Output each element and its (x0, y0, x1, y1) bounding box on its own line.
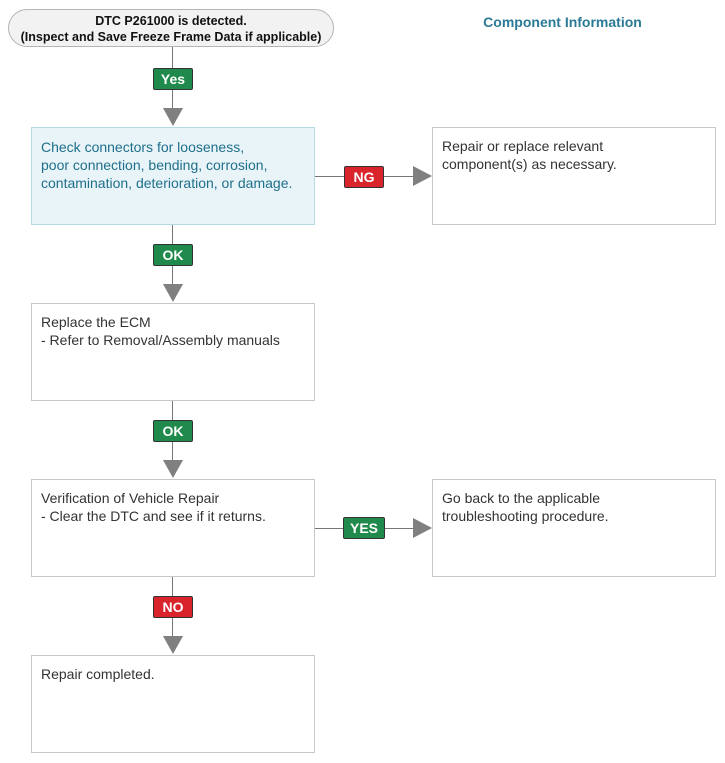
step-repair-component: Repair or replace relevant component(s) as necessary. (432, 127, 716, 225)
arrow-down-icon (163, 460, 183, 478)
arrow-right-icon (413, 518, 432, 538)
step-go-back: Go back to the applicable troubleshooting procedure. (432, 479, 716, 577)
badge-yes-verify: YES (343, 517, 385, 539)
arrow-down-icon (163, 284, 183, 302)
step-check-connectors: Check connectors for looseness, poor connection, bending, corrosion, contamination, deterioration, or damage. (31, 127, 315, 225)
badge-ng: NG (344, 166, 384, 188)
arrow-down-icon (163, 636, 183, 654)
step-verification: Verification of Vehicle Repair - Clear the DTC and see if it returns. (31, 479, 315, 577)
badge-ok-2: OK (153, 420, 193, 442)
start-line-2: (Inspect and Save Freeze Frame Data if applicable) (20, 30, 322, 44)
arrow-down-icon (163, 108, 183, 126)
start-node-dtc-detected (8, 9, 334, 47)
arrow-right-icon (413, 166, 432, 186)
badge-ok-1: OK (153, 244, 193, 266)
badge-no: NO (153, 596, 193, 618)
start-line-1: DTC P261000 is detected. (95, 14, 247, 28)
step-repair-completed: Repair completed. (31, 655, 315, 753)
component-information-link[interactable]: Component Information (483, 14, 642, 30)
badge-yes-start: Yes (153, 68, 193, 90)
step-replace-ecm: Replace the ECM - Refer to Removal/Assembly manuals (31, 303, 315, 401)
